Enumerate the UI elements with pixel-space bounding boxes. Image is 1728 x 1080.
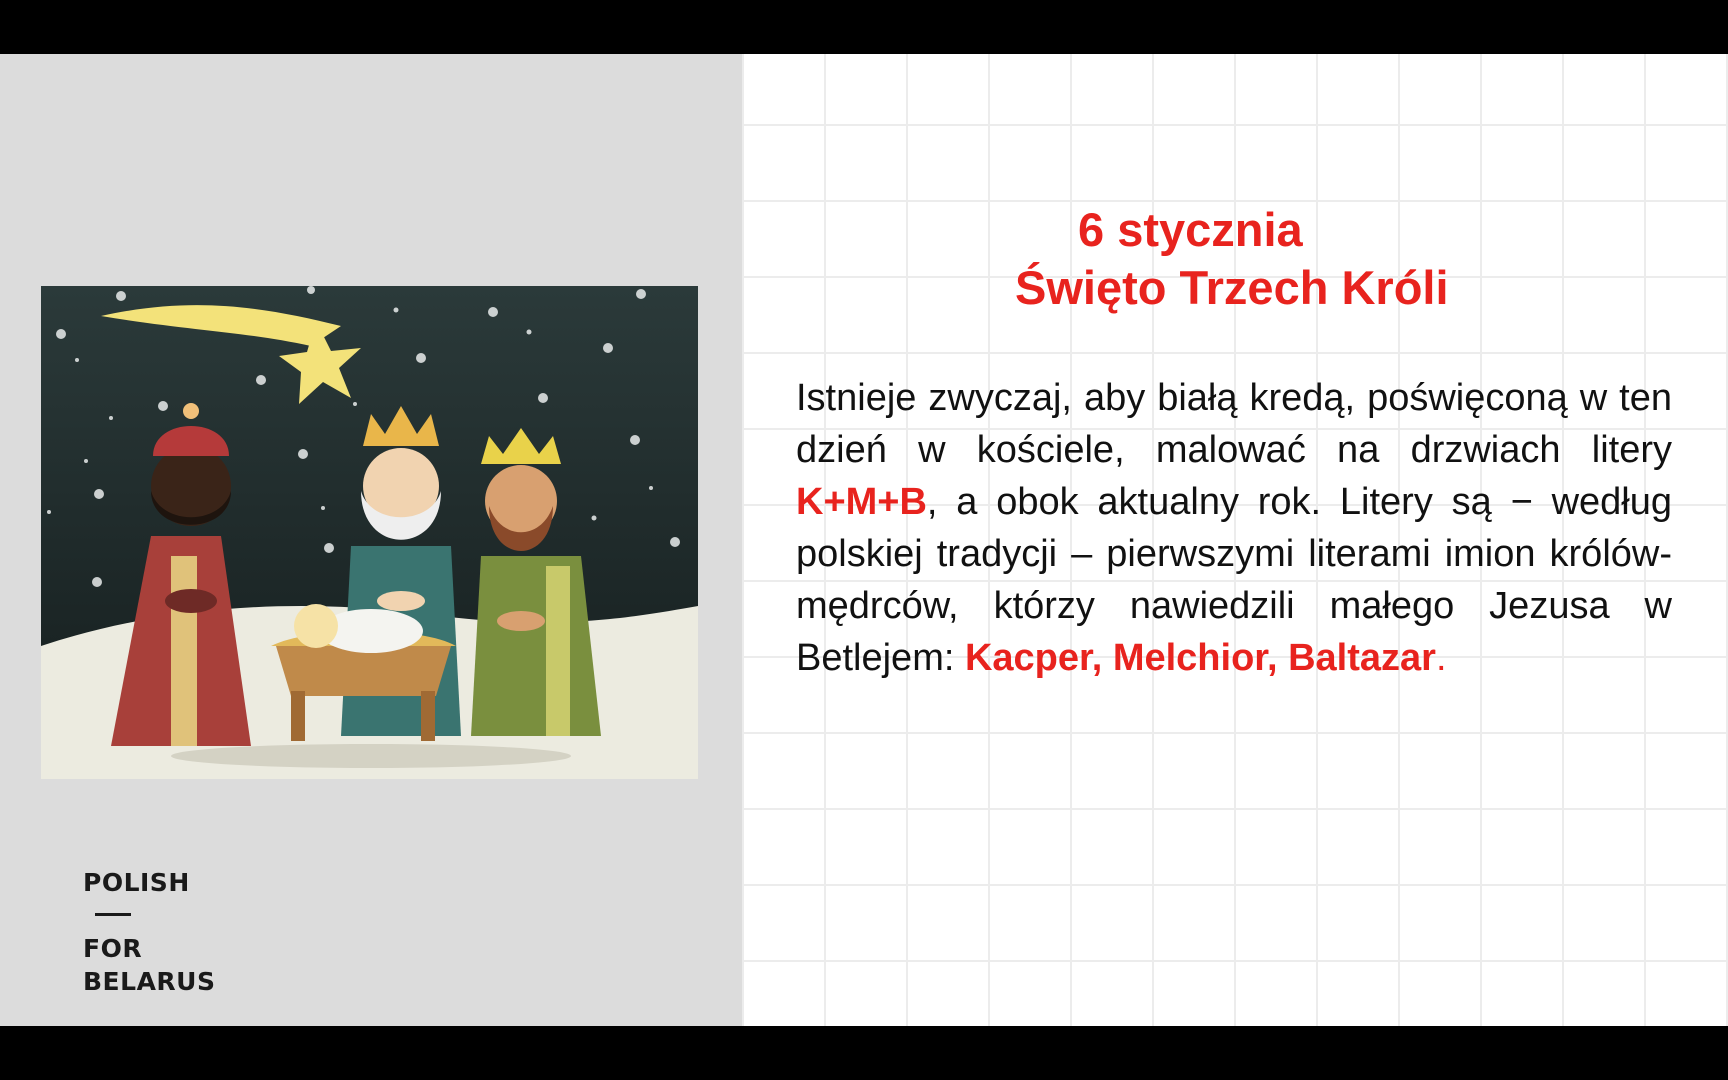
body-paragraph [796,372,1672,684]
brand-dash [95,913,131,916]
brand-line-belarus: BELARUS [83,967,216,996]
highlight-kmb: K+M+B [796,481,927,523]
three-kings-illustration [41,286,698,779]
brand-logo [83,866,215,998]
brand-line-for: FOR [83,934,143,963]
title-holiday: Święto Trzech Króli [1015,261,1449,314]
title-date: 6 stycznia [1078,203,1303,256]
body-text-part1: Istnieje zwyczaj, aby białą kredą, poświęconą w ten dzień w kościele, malować na drzwiach litery [796,377,1672,471]
highlight-kings-names: Kacper, Melchior, Baltazar [964,637,1436,679]
body-text-period: . [1435,637,1447,679]
body-text-part2: , a obok aktualny rok. Litery są − według polskiej tradycji – pierwszymi literami imion królów-mędrców, którzy nawiedzili małego Jezusa w Betlejem: [796,481,1672,679]
brand-line-polish: POLISH [83,868,190,897]
left-panel [0,54,742,1026]
